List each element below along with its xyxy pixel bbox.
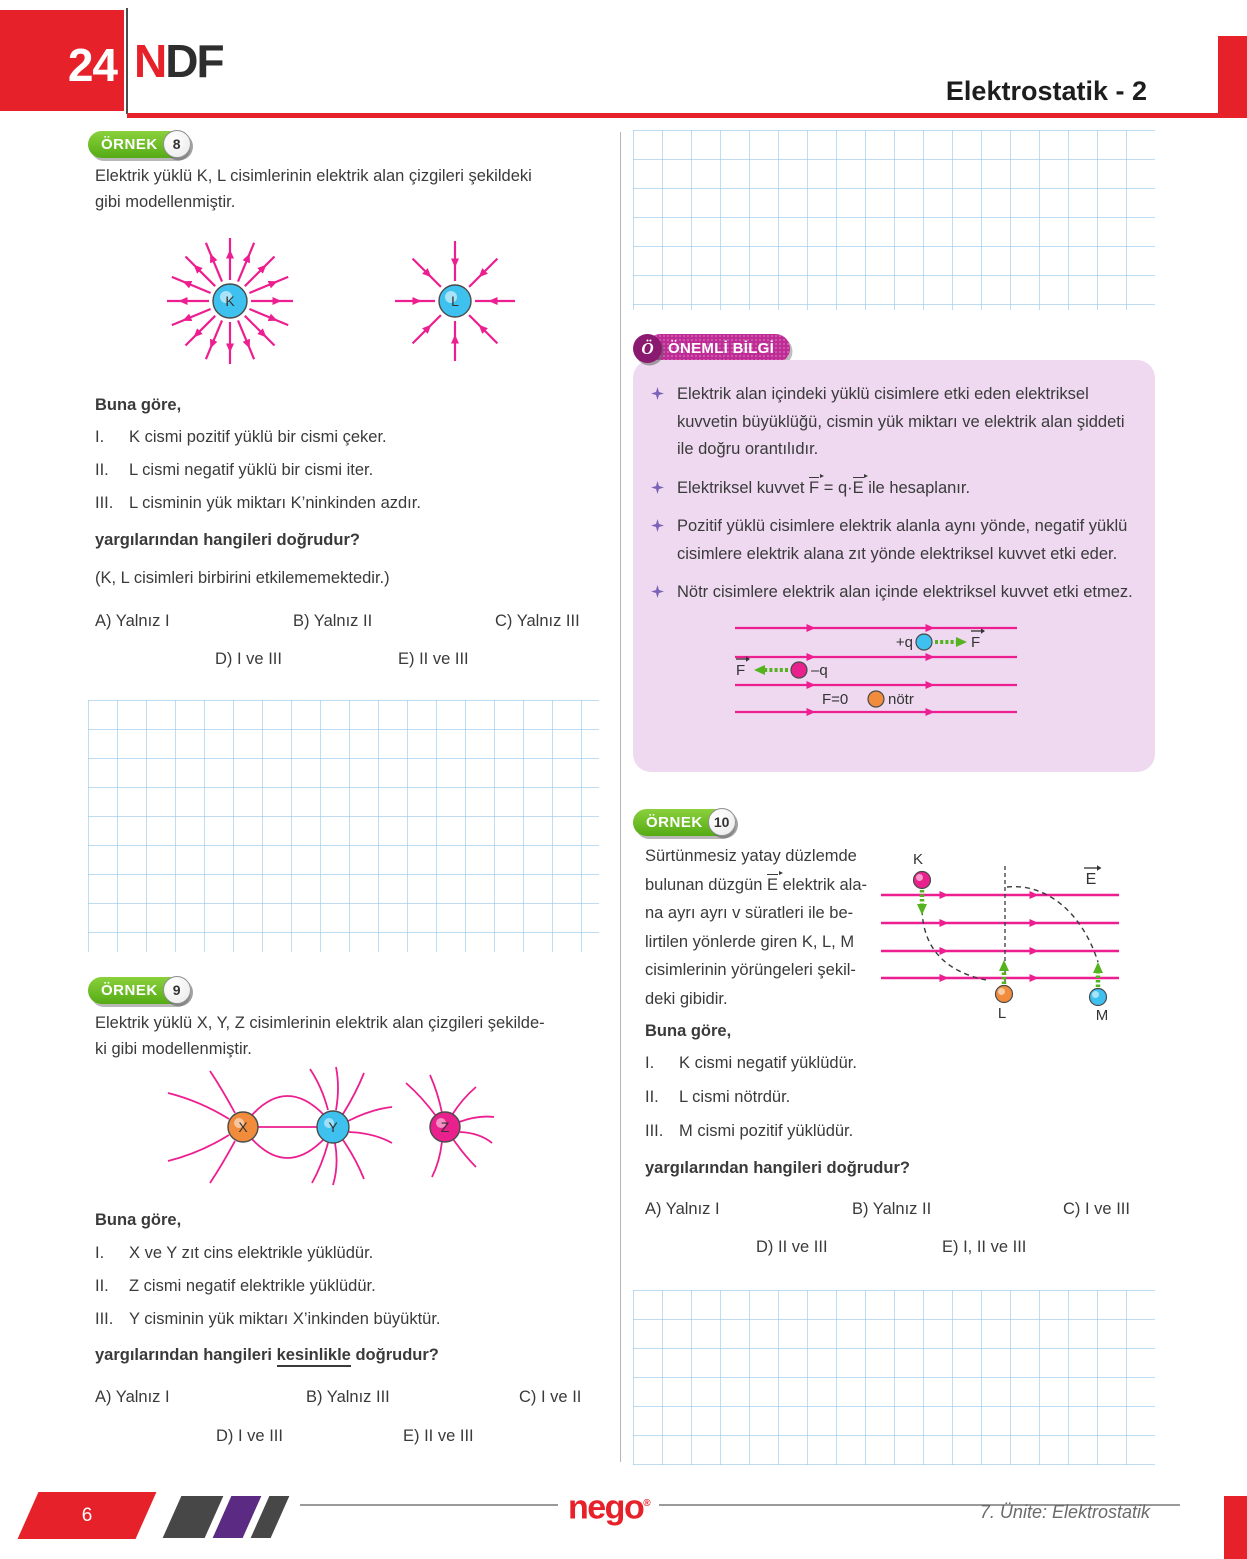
plus-charge-label: +q [895, 633, 913, 651]
example8-badge-number: 8 [163, 130, 191, 158]
unit-label: 7. Ünite: Elektrostatik [979, 1502, 1150, 1522]
brand-logo-n: N [134, 35, 166, 87]
plus-charge-circle [916, 634, 932, 650]
list-item: II. Z cismi negatif elektrikle yüklüdür. [95, 1277, 376, 1295]
example8-badge-label: ÖRNEK [88, 131, 188, 158]
option-a: A) Yalnız I [95, 612, 170, 630]
example9-question: yargılarından hangileri kesinlikle doğrudur? [95, 1342, 439, 1368]
field-vector-symbol: E [852, 478, 864, 497]
page-title: Elektrostatik - 2 [945, 76, 1147, 106]
list-item: III. M cismi pozitif yüklüdür. [645, 1122, 854, 1140]
charge-k-label: K [912, 851, 924, 868]
example9-field-diagram [140, 1063, 600, 1198]
info-bullet: Elektriksel kuvvet F = q·E ile hesaplanır. [651, 475, 1139, 503]
important-info-badge [633, 334, 790, 363]
option-a: A) Yalnız I [645, 1200, 720, 1218]
example9-options-row2 [95, 1427, 600, 1453]
field-label: E [1085, 871, 1097, 888]
charge-y-label: Y [328, 1119, 338, 1135]
example10-badge-number: 10 [708, 808, 736, 836]
force-vector-symbol: F [809, 478, 820, 497]
option-b: B) Yalnız II [293, 612, 373, 630]
sparkle-icon [651, 513, 677, 568]
example10-badge-label: ÖRNEK [633, 809, 733, 836]
example8-lead: Buna göre, [95, 396, 182, 414]
example10-trajectory-diagram [866, 836, 1134, 1034]
neutral-charge-circle [868, 691, 884, 707]
corner-accent-top [1218, 36, 1247, 118]
column-divider [620, 132, 621, 1462]
option-a: A) Yalnız I [95, 1388, 170, 1406]
charge-l-label: L [451, 293, 459, 309]
corner-accent-bottom [1224, 1496, 1247, 1559]
registered-mark: ® [643, 1498, 650, 1509]
info-bullet: Pozitif yüklü cisimlere elektrik alanla aynı yönde, negatif yüklü cisimlere elektrik alana zıt yönde elektriksel kuvvet etki eder. [651, 513, 1139, 568]
charge-m-circle [1090, 989, 1107, 1006]
list-item: I. X ve Y zıt cins elektrikle yüklüdür. [95, 1244, 374, 1262]
charge-x-label: X [238, 1119, 248, 1135]
option-e: E) II ve III [398, 650, 469, 668]
example10-options-row1 [645, 1200, 1155, 1226]
minus-charge-circle [791, 662, 807, 678]
charge-k-circle [914, 872, 931, 889]
option-c: C) Yalnız III [495, 612, 580, 630]
list-item: I. K cismi negatif yüklüdür. [645, 1054, 857, 1072]
page-number-ribbon [18, 1492, 157, 1539]
list-item: II. L cismi nötrdür. [645, 1088, 791, 1106]
issue-number-box [0, 10, 124, 111]
brand-logo-df: DF [165, 35, 223, 87]
charge-m-label: M [1095, 1007, 1109, 1024]
sparkle-icon [651, 475, 677, 503]
charge-k-label: K [225, 293, 235, 309]
field-vector-symbol: E [767, 875, 779, 894]
option-e: E) I, II ve III [942, 1238, 1027, 1256]
brand-logo [134, 35, 223, 87]
trajectory-k [922, 910, 986, 980]
header-rule [127, 113, 1247, 118]
example8-badge [88, 130, 191, 158]
list-item: II. L cismi negatif yüklü bir cismi iter. [95, 461, 374, 479]
example10-lead: Buna göre, [645, 1022, 732, 1040]
force-direction-diagram [714, 618, 1074, 728]
underlined-word: kesinlikle [277, 1346, 351, 1367]
sparkle-icon [651, 579, 677, 607]
notes-grid-top-right [633, 130, 1155, 310]
example10-question: yargılarından hangileri doğrudur? [645, 1159, 910, 1177]
example10-text: Sürtünmesiz yatay düzlemde bulunan düzgün E elektrik ala- na ayrı ayrı v süratleri ile be- lirtilen yönlerde giren K, L, M cisimlerinin yörüngeleri şekil- deki gibidir. [645, 847, 867, 1008]
example9-badge-number: 9 [163, 976, 191, 1004]
info-bullet: Nötr cisimlere elektrik alan içinde elektriksel kuvvet etki etmez. [651, 579, 1139, 607]
charge-z-label: Z [440, 1119, 450, 1135]
example9-intro: Elektrik yüklü X, Y, Z cisimlerinin elektrik alan çizgileri şekilde- ki gibi modellenmiştir. [95, 1014, 545, 1058]
info-bullet: Elektrik alan içindeki yüklü cisimlere etki eden elektriksel kuvvetin büyüklüğü, cismin yük miktarı ve elektrik alan şiddeti ile doğru orantılıdır. [651, 381, 1139, 464]
zero-force-label: F=0 [822, 690, 849, 708]
notes-grid-bottom-right [633, 1290, 1155, 1465]
minus-charge-label: –q [811, 661, 828, 679]
option-c: C) I ve III [1063, 1200, 1130, 1218]
example9-lead: Buna göre, [95, 1211, 182, 1229]
example8-intro: Elektrik yüklü K, L cisimlerinin elektrik alan çizgileri şekildeki gibi modellenmiştir. [95, 167, 532, 211]
example8-field-diagram [140, 226, 560, 386]
important-info-box [633, 360, 1155, 772]
header-divider [126, 8, 128, 114]
example8-options-row2 [95, 650, 600, 676]
list-item: III. L cisminin yük miktarı K’ninkinden azdır. [95, 494, 421, 512]
page-number: 6 [81, 1505, 93, 1526]
force-right-label: F [971, 633, 981, 651]
option-e: E) II ve III [403, 1427, 474, 1445]
example8-note: (K, L cisimleri birbirini etkilememektedir.) [95, 569, 390, 587]
neutral-label: nötr [888, 690, 914, 708]
example9-badge [88, 976, 191, 1004]
option-b: B) Yalnız III [306, 1388, 390, 1406]
important-info-label: ÖNEMLİ BİLGİ [646, 334, 790, 363]
example8-question: yargılarından hangileri doğrudur? [95, 531, 360, 549]
example10-options-row2 [645, 1238, 1155, 1264]
example9-options-row1 [95, 1388, 600, 1414]
option-d: D) I ve III [216, 1427, 283, 1445]
example9-badge-label: ÖRNEK [88, 977, 188, 1004]
example10-badge [633, 808, 736, 836]
issue-number: 24 [67, 39, 117, 91]
charge-l-label: L [997, 1005, 1007, 1022]
option-b: B) Yalnız II [852, 1200, 932, 1218]
force-left-label: F [736, 661, 746, 679]
publisher-logo: nego® [558, 1474, 659, 1537]
option-d: D) I ve III [215, 650, 282, 668]
option-c: C) I ve II [519, 1388, 582, 1406]
list-item: I. K cismi pozitif yüklü bir cismi çeker. [95, 428, 387, 446]
sparkle-icon [651, 381, 677, 464]
charge-l-circle [996, 986, 1013, 1003]
example8-options-row1 [95, 612, 600, 638]
option-d: D) II ve III [756, 1238, 828, 1256]
list-item: III. Y cisminin yük miktarı X’inkinden büyüktür. [95, 1310, 441, 1328]
important-info-icon: Ö [633, 334, 662, 363]
notes-grid-left [88, 700, 599, 952]
